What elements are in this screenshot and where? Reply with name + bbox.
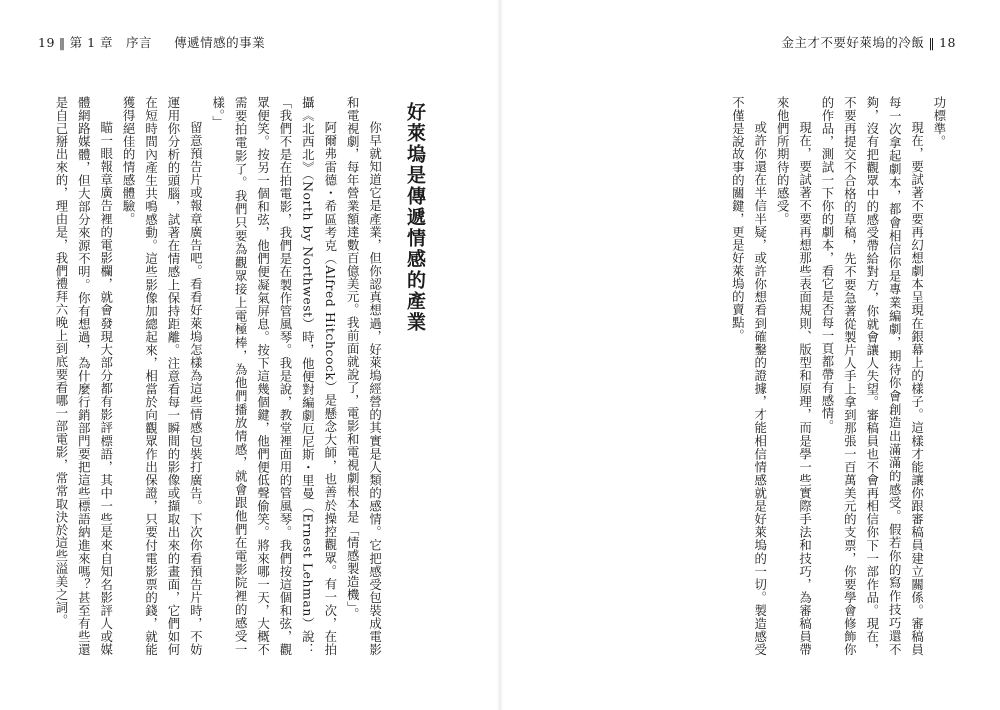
right-page [500,0,1000,710]
left-page-body [40,96,440,656]
paragraph: 現在，要試著不要再想那些表面規則、版型和原理，而是學一些實際手法和技巧，為審稿員帶來他們所期待的感受。 [775,96,813,656]
paragraph: 留意預告片或報章廣告吧。看看好萊塢怎樣為這些情感包裝打廣告。下次你看預告片時，不妨運用你分析的頭腦，試著在情感上保持距離。注意看每一瞬間的影像或擷取出來的畫面，它們如何在短時間內產生共鳴感動。這些影像加總起來，相當於向觀眾作出保證，只要付電影票的錢，就能獲得絕佳的情感體驗。 [121,96,204,656]
paragraph: 現在，要試著不要再幻想劇本呈現在銀幕上的樣子。這樣才能讓你跟審稿員建立關係。審稿員每一次拿起劇本，都會相信你是專業編劇，期待你會創造出滿滿的感受。假若你的寫作技巧還不夠，沒有把觀眾中的感受帶給對方，你就會讓人失望。審稿員也不會再相信你下一部作品。現在，不要再提交不合格的草稿，先不要急著從製片人手上拿到那張一百萬美元的支票，你要學會修飾你的作品，測試一下你的劇本，看它是否每一頁都帶有感情。 [819,96,925,656]
chapter-label: 第 1 章 序言 [69,35,153,50]
right-running-head [781,33,956,51]
paragraph: 阿爾弗雷德・希區考克（Alfred Hitchcock）是懸念大師，也善於操控觀眾。有一次，在拍攝《北西北》（North by Northwest）時，他便對編劇厄尼斯・里曼（Ernest Lehman）說：「我們不是在拍電影，我們是在製作管風琴。我是說，教堂裡面用的管風琴。我們按這個和弦，觀眾便笑。按另一個和弦，他們便凝氣屏息。按下這幾個鍵，他們便低聲偷笑。將來哪一天，大概不需要拍電影了。我們只要為觀眾接上電極棒，為他們播放情感，就會跟他們在電影院裡的感受一樣。」 [210,96,338,656]
section-title: 傳遞情感的事業 [174,35,266,50]
right-page-body [518,96,950,656]
book-title: 金主才不要好萊塢的冷飯 [781,35,925,50]
paragraph: 你早就知道它是產業，但你認真想過，好萊塢經營的其實是人類的感情。它把感受包裝成電影和電視劇，每年營業額達數百億美元。我前面就說了，電影和電視劇根本是「情感製造機」。 [345,96,383,656]
left-running-head [38,33,265,51]
header-divider: ‖ [58,35,66,50]
paragraph: 或許你還在半信半疑，或許你想看到確鑿的證據，才能相信情感就是好萊塢的一切。製造感受不僅是說故事的關鍵，更是好萊塢的賣點。 [730,96,768,656]
left-page-number: 19 [38,35,55,50]
header-divider: ‖ [928,35,936,50]
section-heading: 好萊塢是傳遞情感的產業 [404,102,426,333]
right-page-number: 18 [939,35,956,50]
paragraph: 功標準。 [932,96,947,148]
paragraph: 瞄一眼報章廣告裡的電影欄，就會發現大部分都有影評標語，其中一些是來自知名影評人或媒體網路媒體，但大部分來源不明。你有想過，為什麼行銷部門要把這些標語納進來嗎？甚至有些還是自己掰出來的，理由是，我們禮拜六晚上到底要看哪一部電影，常常取決於這些溢美之詞。 [53,96,114,656]
